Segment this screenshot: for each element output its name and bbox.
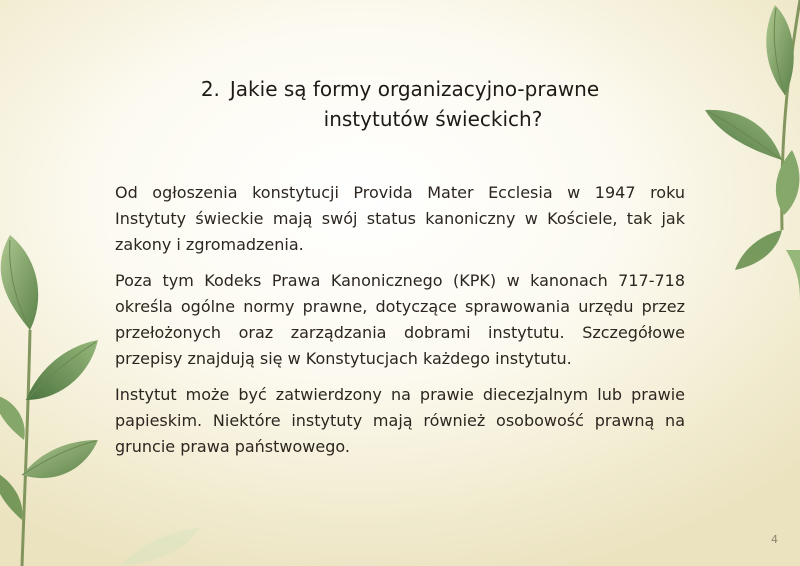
left-branch: [0, 235, 98, 566]
slide-title: [150, 74, 650, 134]
paragraph-2: Poza tym Kodeks Prawa Kanonicznego (KPK) w kanonach 717-718 określa ogólne normy prawne, dotyczące sprawowania urzędu przez przełożonych oraz zarządzania dobrami instytutu. Szczegółowe przepisy znajdują się w Konstytucjach każdego instytutu.: [115, 271, 685, 368]
faint-leaf: [120, 528, 200, 566]
page-number: 4: [771, 533, 778, 546]
paragraph-1: Od ogłoszenia konstytucji Provida Mater Ecclesia w 1947 roku Instytuty świeckie mają swój status kanoniczny w Kościele, tak jak zakony i zgromadzenia.: [115, 183, 685, 254]
slide-body: [115, 180, 685, 470]
right-branch: [705, 0, 800, 300]
title-number: 2.: [200, 77, 220, 101]
paragraph-3: Instytut może być zatwierdzony na prawie diecezjalnym lub prawie papieskim. Niektóre instytuty mają również osobowość prawną na gruncie prawa państwowego.: [115, 385, 685, 456]
title-line-1: Jakie są formy organizacyjno-prawne: [229, 77, 600, 101]
title-line-2: instytutów świeckich?: [323, 107, 543, 131]
